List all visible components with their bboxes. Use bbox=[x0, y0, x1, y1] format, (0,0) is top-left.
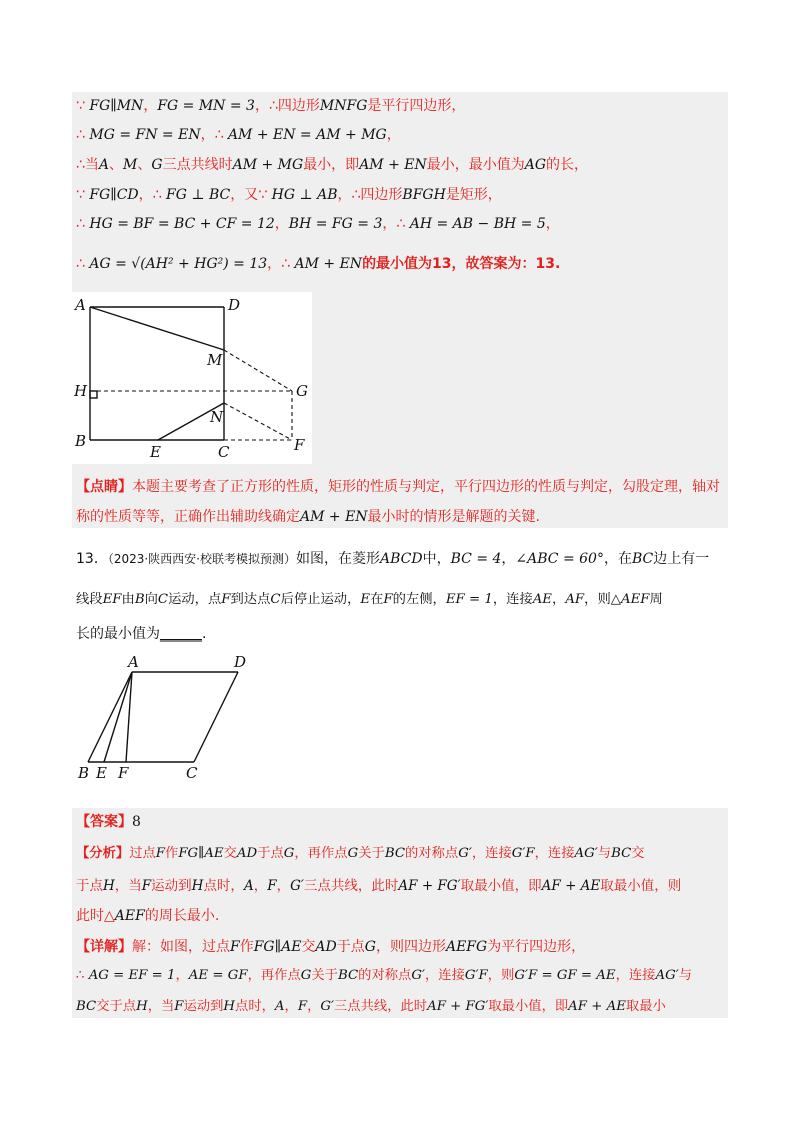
figure-background bbox=[72, 292, 312, 464]
label-e: E bbox=[150, 443, 161, 461]
detail-line-1: 【详解】解：如图，过点F作FG∥AE交AD于点G，则四边形AEFG为平行四边形， bbox=[76, 939, 586, 955]
question-13-line-3: 长的最小值为______. bbox=[76, 626, 207, 642]
question-13-line-1: 13．（2023·陕西西安·校联考模拟预测）如图，在菱形ABCD中，BC = 4，∠ABC = 60°，在BC边上有一 bbox=[76, 551, 710, 567]
detail-line-3: BC交于点H，当F运动到H点时，A，F，G′三点共线，此时AF + FG′取最小值，即AF + AE取最小 bbox=[76, 999, 666, 1014]
answer-value: 8 bbox=[132, 814, 141, 830]
answer-tag: 【答案】 bbox=[76, 814, 132, 830]
label-d: D bbox=[228, 296, 241, 314]
label-c: C bbox=[218, 443, 230, 461]
square-diagram bbox=[72, 292, 312, 464]
label-n: N bbox=[210, 408, 224, 426]
analysis-tag: 【分析】 bbox=[76, 846, 130, 861]
solution-line-4: ∵ FG∥CD，∴ FG ⊥ BC，又∵ HG ⊥ AB，∴四边形BFGH是矩形， bbox=[76, 187, 502, 203]
dianjing-tag: 【点睛】 bbox=[76, 479, 132, 495]
solution-line-6: ∴ AG = √(AH² + HG²) = 13，∴ AM + EN的最小值为13，故答案为：13. bbox=[76, 256, 561, 272]
detail-line-2: ∴ AG = EF = 1，AE = GF，再作点G关于BC的对称点G′，连接G′F，则G′F = GF = AE，连接AG′与 bbox=[76, 968, 693, 983]
label-d: D bbox=[234, 654, 247, 671]
label-b: B bbox=[78, 764, 90, 782]
question-source: （2023·陕西西安·校联考模拟预测） bbox=[107, 552, 296, 566]
analysis-line-1: 【分析】过点F作FG∥AE交AD于点G，再作点G关于BC的对称点G′，连接G′F，连接AG′与BC交 bbox=[76, 846, 645, 861]
label-h: H bbox=[74, 382, 88, 400]
rhombus-diagram bbox=[76, 654, 256, 786]
label-b: B bbox=[75, 432, 87, 450]
solution-line-5: ∴ HG = BF = BC + CF = 12，BH = FG = 3，∴ AH = AB − BH = 5， bbox=[76, 216, 560, 232]
dianjing-line-2: 称的性质等等，正确作出辅助线确定AM + EN最小时的情形是解题的关键. bbox=[76, 509, 540, 525]
label-a: A bbox=[128, 654, 139, 671]
label-f: F bbox=[118, 764, 129, 782]
solution-line-2: ∴ MG = FN = EN，∴ AM + EN = AM + MG， bbox=[76, 127, 401, 143]
label-m: M bbox=[207, 351, 223, 369]
analysis-line-2: 于点H，当F运动到H点时，A，F，G′三点共线，此时AF + FG′取最小值，即AF + AE取最小值，则 bbox=[76, 878, 682, 894]
answer-line bbox=[76, 812, 141, 832]
question-13-line-2: 线段EF由B向C运动，点F到达点C后停止运动，E在F的左侧，EF = 1，连接AE，AF，则△AEF周 bbox=[76, 592, 663, 607]
label-a: A bbox=[75, 296, 86, 314]
label-f: F bbox=[294, 436, 305, 454]
analysis-line-3: 此时△AEF的周长最小. bbox=[76, 908, 220, 924]
answer-blank: ______ bbox=[160, 626, 202, 642]
detail-tag: 【详解】 bbox=[76, 939, 132, 955]
dianjing-line-1: 【点睛】本题主要考查了正方形的性质，矩形的性质与判定，平行四边形的性质与判定，勾股定理，轴对 bbox=[76, 479, 720, 495]
solution-line-3: ∴当A、M、G三点共线时AM + MG最小，即AM + EN最小，最小值为AG的长， bbox=[76, 157, 589, 173]
solution-line-1: ∵ FG∥MN，FG = MN = 3，∴四边形MNFG是平行四边形， bbox=[76, 98, 466, 114]
label-e: E bbox=[96, 764, 107, 782]
label-c: C bbox=[186, 764, 198, 782]
question-number: 13． bbox=[76, 551, 108, 567]
label-g: G bbox=[296, 382, 308, 400]
